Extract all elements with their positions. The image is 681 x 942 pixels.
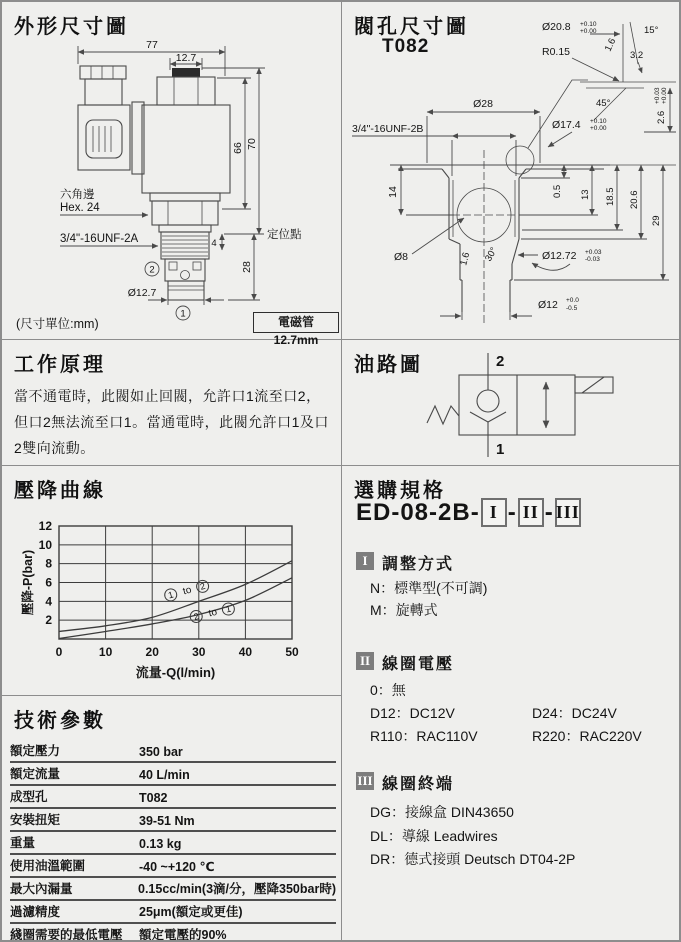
model-dash: -: [507, 498, 517, 526]
panel-pressure-drop-curve: [2, 466, 342, 696]
dim-dia-20-8: Ø20.8: [542, 21, 571, 33]
dim-1-6: 1.6: [602, 36, 619, 54]
param-value: 25μm(額定或更佳): [139, 905, 243, 919]
dim-dia-20-8-tol-top: +0.10: [580, 21, 597, 28]
option-line: R220：RAC220V: [532, 728, 642, 744]
port-2-label: 2: [496, 353, 505, 370]
section-2-marker: II: [356, 652, 374, 670]
unit-note: (尺寸單位:mm): [16, 317, 99, 331]
param-value: T082: [139, 791, 168, 805]
panel-cavity-dimensions: [342, 2, 679, 340]
svg-text:to: to: [181, 584, 193, 598]
dim-4: 4: [211, 238, 217, 249]
cavity-dimension-lines: [352, 21, 676, 320]
cavity-drawing: [342, 2, 679, 340]
dim-45deg: 45°: [596, 98, 611, 109]
option-line: D24：DC24V: [532, 705, 617, 721]
outline-dimension-lines: [60, 39, 302, 320]
svg-text:20: 20: [145, 645, 159, 659]
dim-dia-28: Ø28: [473, 98, 493, 110]
param-label: 額定流量: [10, 767, 61, 781]
dim-2-6-group: [654, 87, 668, 124]
svg-text:12: 12: [38, 519, 52, 533]
model-box-2: II: [518, 498, 544, 527]
spring-symbol: [427, 406, 459, 424]
principle-text: 當不通電時，此閥如止回閥，允許口1流至口2，但口2無法流至口1。當通電時，此閥允許口1及口2雙向流動。: [14, 388, 329, 456]
svg-text:8: 8: [45, 556, 52, 571]
dim-dia-12-72: Ø12.72: [542, 250, 577, 262]
hydraulic-symbol: [342, 340, 679, 466]
svg-text:4: 4: [45, 594, 52, 609]
dim-1-6-b: 1.6: [458, 251, 473, 267]
option-line: 0：無: [370, 682, 406, 698]
dim-0-5: 0.5: [552, 184, 563, 198]
cavity-profile-shapes: [390, 22, 676, 324]
table-row: [10, 763, 336, 786]
dim-2-6-tol-bot: +0.00: [661, 87, 668, 104]
param-value: 額定電壓的90%: [139, 928, 227, 942]
dim-77: 77: [146, 39, 158, 51]
option-line: DL：導線 Leadwires: [370, 828, 498, 844]
table-row: [10, 740, 336, 763]
dim-3-2: 3.2: [630, 50, 644, 61]
label-hex-cn: 六角邊: [60, 189, 95, 201]
label-hex-en: Hex. 24: [60, 202, 100, 214]
param-label: 綫圈需要的最低電壓: [10, 928, 123, 942]
dim-dia-12: Ø12: [538, 299, 558, 311]
dim-66: 66: [232, 142, 244, 154]
dim-15deg: 15°: [644, 25, 659, 36]
table-row: [10, 855, 336, 878]
dim-dia-12-72-tol-top: +0.03: [585, 249, 602, 256]
dim-dia-17-4-tol-bot: +0.00: [590, 125, 607, 132]
svg-text:1: 1: [167, 589, 175, 601]
svg-text:2: 2: [45, 613, 52, 628]
table-row: [10, 809, 336, 832]
panel-title: 閥孔尺寸圖: [354, 16, 469, 38]
param-value: 39-51 Nm: [139, 814, 195, 828]
dim-dia-12-tol-top: +0.0: [566, 297, 579, 304]
panel-title: 壓降曲線: [14, 480, 106, 502]
option-line: DR：德式接頭 Deutsch DT04-2P: [370, 851, 576, 867]
pressure-drop-chart: [2, 466, 342, 696]
model-prefix: ED-08-2B-: [356, 498, 480, 526]
dim-30deg: 30°: [483, 245, 500, 264]
section-1-heading: 調整方式: [382, 556, 455, 573]
param-value: 40 L/min: [139, 768, 190, 782]
dim-dia-12-72-tol-bot: -0.03: [585, 256, 600, 263]
svg-text:30: 30: [192, 645, 206, 659]
model-dash: -: [544, 498, 554, 526]
dim-12-7: 12.7: [175, 52, 197, 64]
panel-outline-dimensions: [2, 2, 342, 347]
valve-symbol-shapes: [427, 353, 613, 457]
outline-drawing: [2, 32, 342, 341]
coil-nut-cap: [172, 68, 200, 77]
table-row: [10, 832, 336, 855]
parameters-table: [10, 740, 336, 942]
option-line: R110：RAC110V: [370, 728, 478, 744]
panel-title: 技術參數: [14, 710, 106, 732]
cavity-code: T082: [382, 36, 430, 57]
option-line: N：標準型(不可調): [370, 580, 488, 596]
panel-title: 選購規格: [354, 480, 446, 502]
param-label: 過濾精度: [10, 905, 61, 919]
panel-circuit-diagram: [342, 340, 679, 466]
dim-14: 14: [387, 186, 399, 198]
dim-13: 13: [580, 189, 591, 200]
table-row: [10, 786, 336, 809]
param-label: 額定壓力: [10, 744, 61, 758]
svg-text:10: 10: [38, 537, 52, 552]
svg-text:1: 1: [224, 603, 232, 615]
port-1-label: 1: [496, 441, 505, 458]
svg-text:50: 50: [285, 645, 299, 659]
panel-title: 外形尺寸圖: [14, 16, 129, 38]
dim-dia-17-4-tol-top: +0.10: [590, 118, 607, 125]
dim-dia-17-4: Ø17.4: [552, 119, 581, 131]
dim-29: 29: [651, 215, 662, 226]
port-1-label: 1: [180, 308, 186, 320]
dim-2-6-tol-top: +0.03: [654, 87, 661, 104]
y-axis-label: 壓降-P(bar): [21, 549, 35, 616]
curve-2-to-1: [59, 578, 292, 639]
model-code: [356, 498, 582, 527]
svg-text:6: 6: [45, 575, 52, 590]
model-box-3: III: [555, 498, 581, 527]
table-row: [10, 901, 336, 924]
dim-70: 70: [246, 138, 258, 150]
label-thread: 3/4"-16UNF-2A: [60, 233, 139, 245]
dim-dia-12-tol-bot: -0.5: [566, 305, 578, 312]
param-label: 最大內漏量: [10, 882, 73, 896]
label-locating-point: 定位點: [267, 229, 302, 241]
panel-title: 油路圖: [354, 354, 423, 376]
solenoid-tube-note: 電磁管 12.7mm: [253, 312, 339, 333]
svg-text:10: 10: [98, 645, 113, 659]
seat-detail-circle: [506, 146, 534, 174]
dim-dia-8: Ø8: [394, 251, 409, 263]
dim-28: 28: [241, 261, 253, 273]
section-1-marker: I: [356, 552, 374, 570]
panel-ordering-spec: [342, 466, 679, 940]
x-axis-label: 流量-Q(l/min): [135, 665, 216, 680]
param-label: 成型孔: [10, 790, 48, 804]
svg-text:2: 2: [192, 611, 200, 622]
panel-technical-parameters: [2, 696, 342, 940]
param-value: 0.13 kg: [139, 837, 182, 851]
model-box-1: I: [481, 498, 507, 527]
svg-text:to: to: [207, 606, 219, 620]
param-value: 0.15cc/min(3滴/分，壓降350bar時): [138, 882, 336, 896]
table-row: [10, 924, 336, 942]
param-label: 安裝扭矩: [10, 813, 61, 827]
panel-title: 工作原理: [14, 354, 106, 376]
dim-dia-20-8-tol-bot: +0.00: [580, 28, 597, 35]
curve-1-to-2: [59, 561, 292, 632]
dim-18-5: 18.5: [605, 187, 616, 206]
svg-text:0: 0: [55, 645, 63, 659]
option-line: D12：DC12V: [370, 705, 455, 721]
section-2-heading: 線圈電壓: [382, 656, 455, 673]
dim-dia-12-7: Ø12.7: [127, 287, 157, 299]
dim-r0-15: R0.15: [542, 46, 571, 58]
option-line: DG：接線盒 DIN43650: [370, 804, 514, 820]
panel-working-principle: [2, 340, 342, 466]
solenoid-symbol: [575, 377, 613, 393]
dim-2-6: 2.6: [656, 110, 667, 124]
section-3-marker: III: [357, 773, 373, 788]
param-value: -40 ~+120 ℃: [139, 860, 215, 874]
dim-20-6: 20.6: [629, 190, 640, 209]
port-2-label: 2: [149, 264, 155, 276]
param-label: 使用油溫範圍: [10, 859, 86, 873]
dim-thread: 3/4"-16UNF-2B: [352, 123, 424, 135]
section-3-heading: 線圈終端: [382, 776, 455, 793]
table-row: [10, 878, 336, 901]
svg-text:40: 40: [238, 645, 253, 659]
param-value: 350 bar: [139, 745, 183, 759]
option-line: M：旋轉式: [370, 602, 438, 618]
param-label: 重量: [10, 836, 36, 850]
check-ball: [477, 390, 499, 412]
svg-text:2: 2: [198, 580, 207, 592]
